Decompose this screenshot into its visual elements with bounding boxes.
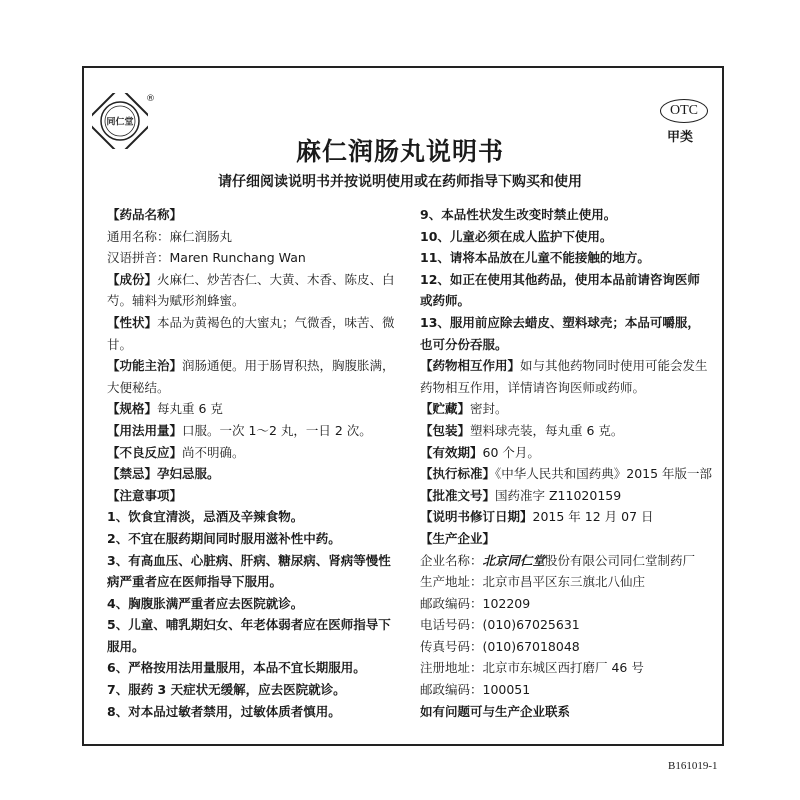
revision-date-text: 2015 年 12 月 07 日 [532, 509, 654, 525]
section-interactions: 【药物相互作用】 [420, 358, 521, 374]
indications-cont: 大便秘结。 [107, 379, 170, 395]
section-drug-name: 【药品名称】 [107, 207, 183, 222]
section-indications: 【功能主治】 [107, 358, 183, 374]
section-contraindications: 【禁忌】 [107, 466, 158, 482]
postal-code-line: 邮政编码：102209 [420, 595, 531, 611]
document-code: B161019-1 [668, 760, 718, 772]
shelf-life-text: 60 个月。 [482, 444, 540, 460]
registered-address-line: 注册地址：北京市东城区西打磨厂 46 号 [420, 660, 644, 676]
company-name-label: 企业名称： [420, 552, 483, 568]
adverse-reactions-text: 尚不明确。 [182, 444, 245, 460]
section-packaging: 【包装】 [420, 422, 471, 438]
section-shelf-life: 【有效期】 [420, 444, 483, 460]
ingredients-line [107, 269, 402, 291]
fax-line: 传真号码：(010)67018048 [420, 638, 580, 654]
contraindications-text: 孕妇忌服。 [157, 466, 220, 482]
section-adverse-reactions: 【不良反应】 [107, 444, 183, 460]
left-column [107, 204, 402, 722]
dosage-line [107, 420, 402, 442]
precaution-item: 7、服药 3 天症状无缓解，应去医院就诊。 [107, 682, 346, 698]
precaution-item: 13、服用前应除去蜡皮、塑料球壳；本品可嚼服， [420, 314, 700, 330]
section-specification: 【规格】 [107, 401, 158, 417]
specification-text: 每丸重 6 克 [157, 401, 223, 417]
shelf-life-line [420, 442, 712, 464]
generic-name-line: 通用名称：麻仁润肠丸 [107, 228, 233, 244]
precaution-item: 4、胸腹胀满严重者应去医院就诊。 [107, 595, 304, 611]
document-subtitle: 请仔细阅读说明书并按说明使用或在药师指导下购买和使用 [218, 174, 582, 190]
precaution-item: 2、不宜在服药期间同时服用滋补性中药。 [107, 530, 341, 546]
section-manufacturer: 【生产企业】 [420, 530, 496, 546]
ingredients-cont: 芍。辅料为赋形剂蜂蜜。 [107, 293, 245, 309]
standard-text: 《中华人民共和国药典》2015 年版一部 [495, 466, 713, 482]
precaution-item-cont: 病严重者应在医师指导下服用。 [107, 574, 283, 590]
packaging-text: 塑料球壳装，每丸重 6 克。 [470, 422, 624, 438]
registered-mark: ® [146, 94, 155, 104]
precaution-item: 8、对本品过敏者禁用，过敏体质者慎用。 [107, 703, 341, 719]
precaution-item-cont: 也可分份吞服。 [420, 336, 508, 352]
packaging-line [420, 420, 712, 442]
interactions-text: 如与其他药物同时使用可能会发生 [520, 358, 708, 374]
section-revision-date: 【说明书修订日期】 [420, 509, 533, 525]
interactions-cont: 药物相互作用，详情请咨询医师或药师。 [420, 379, 646, 395]
precaution-item-cont: 服用。 [107, 638, 145, 654]
company-brand-calligraphy: 北京同仁堂 [482, 552, 546, 568]
precaution-item: 11、请将本品放在儿童不能接触的地方。 [420, 250, 650, 266]
contraindications-line [107, 463, 402, 485]
adverse-reactions-line [107, 442, 402, 464]
revision-date-line [420, 506, 712, 528]
section-dosage: 【用法用量】 [107, 422, 183, 438]
precaution-item: 9、本品性状发生改变时禁止使用。 [420, 207, 617, 222]
ingredients-text: 火麻仁、炒苦杏仁、大黄、木香、陈皮、白 [157, 271, 395, 287]
specification-line [107, 398, 402, 420]
section-description: 【性状】 [107, 314, 158, 330]
precaution-item: 12、如正在使用其他药品，使用本品前请咨询医师 [420, 271, 700, 287]
company-name-line [420, 550, 712, 572]
approval-number-text: 国药准字 Z11020159 [495, 487, 622, 503]
right-column [420, 204, 712, 722]
precaution-item: 6、严格按用法用量服用，本品不宜长期服用。 [107, 660, 366, 676]
logo-text: 同仁堂 [106, 117, 134, 128]
section-precautions: 【注意事项】 [107, 487, 183, 503]
storage-text: 密封。 [470, 401, 508, 417]
precaution-item: 1、饮食宜清淡，忌酒及辛辣食物。 [107, 509, 304, 525]
section-approval-number: 【批准文号】 [420, 487, 496, 503]
precaution-item: 3、有高血压、心脏病、肝病、糖尿病、肾病等慢性 [107, 552, 391, 568]
precaution-item: 5、儿童、哺乳期妇女、年老体弱者应在医师指导下 [107, 617, 391, 633]
description-line [107, 312, 402, 334]
pinyin-line: 汉语拼音：Maren Runchang Wan [107, 250, 306, 266]
description-text: 本品为黄褐色的大蜜丸；气微香，味苦、微 [157, 314, 395, 330]
storage-line [420, 398, 712, 420]
otc-badge: OTC [660, 99, 708, 123]
indications-line [107, 355, 402, 377]
production-address-line: 生产地址：北京市昌平区东三旗北八仙庄 [420, 574, 646, 590]
company-name-rest: 股份有限公司同仁堂制药厂 [545, 552, 696, 568]
document-title: 麻仁润肠丸说明书 [295, 137, 504, 166]
interactions-line [420, 355, 712, 377]
precaution-item-cont: 或药师。 [420, 293, 471, 309]
indications-text: 润肠通便。用于肠胃积热，胸腹胀满， [182, 358, 395, 374]
section-storage: 【贮藏】 [420, 401, 471, 417]
contact-note: 如有问题可与生产企业联系 [420, 703, 571, 719]
section-ingredients: 【成份】 [107, 271, 158, 287]
phone-line: 电话号码：(010)67025631 [420, 617, 580, 633]
approval-line [420, 485, 712, 507]
otc-class-label: 甲类 [667, 130, 694, 145]
section-standard: 【执行标准】 [420, 466, 496, 482]
dosage-text: 口服。一次 1～2 丸，一日 2 次。 [182, 422, 372, 438]
precaution-item: 10、儿童必须在成人监护下使用。 [420, 228, 613, 244]
description-cont: 甘。 [107, 336, 133, 352]
standard-line [420, 463, 712, 485]
postal-code-line: 邮政编码：100051 [420, 682, 531, 698]
